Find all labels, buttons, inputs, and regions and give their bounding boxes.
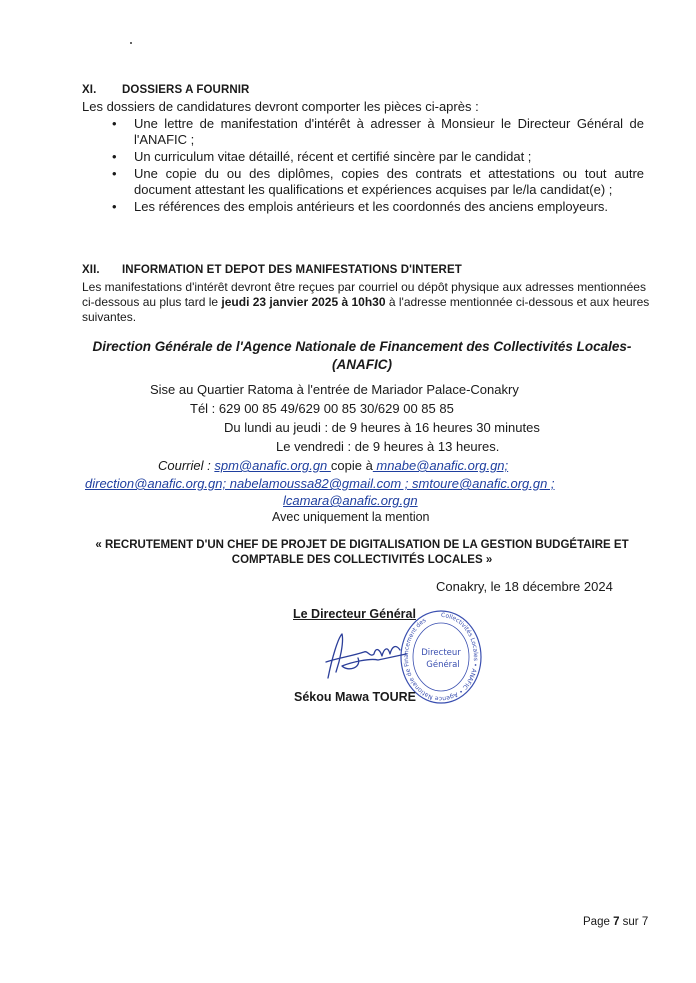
section-12-body	[82, 280, 652, 326]
mention-text: Avec uniquement la mention	[272, 510, 430, 524]
signer-name: Sékou Mawa TOURE	[294, 690, 417, 704]
stamp-center-line-2: Général	[426, 660, 460, 670]
section-12-body-start: Les manifestations d'intérêt devront être reçues par courriel ou dépôt physique aux adresses mentionnées ci-dessous au plus tard le	[82, 280, 646, 310]
deadline: jeudi 23 janvier 2025 à 10h30	[221, 295, 386, 310]
page-mid: sur	[619, 916, 642, 928]
email-link-copy[interactable]: mnabe@anafic.org.gn;	[372, 458, 509, 473]
email-label: Courriel :	[158, 458, 215, 473]
list-item: • Un curriculum vitae détaillé, récent et certifié sincère par le candidat ;	[108, 149, 644, 165]
list-item: • Une lettre de manifestation d'intérêt à adresser à Monsieur le Directeur Général de l'ANAFIC ;	[108, 116, 644, 148]
email-link-main[interactable]: spm@anafic.org.gn	[214, 458, 331, 473]
telephone-line: Tél : 629 00 85 49/629 00 85 30/629 00 85 85	[190, 401, 454, 416]
section-12-number: XII.	[82, 264, 100, 276]
list-item: • Une copie du ou des diplômes, copies des contrats et attestations ou tout autre document attestant les qualifications et expériences acquises par le/la candidat(e) ;	[108, 166, 644, 198]
stamp-center-line-1: Directeur	[421, 648, 461, 658]
page-number	[583, 916, 648, 928]
email-line-3	[283, 493, 418, 508]
section-11-title: DOSSIERS A FOURNIR	[122, 84, 250, 96]
copy-label: copie à	[330, 458, 373, 473]
section-12-body-end: à l'adresse mentionnée ci-dessous et aux heures suivantes.	[82, 295, 650, 325]
page-current: 7	[613, 916, 620, 928]
email-links-group[interactable]: direction@anafic.org.gn; nabelamoussa82@gmail.com ; smtoure@anafic.org.gn ;	[85, 476, 555, 491]
email-line-2	[85, 476, 555, 491]
page-total: 7	[641, 916, 649, 928]
section-12-title: INFORMATION ET DEPOT DES MANIFESTATIONS D'INTERET	[122, 264, 462, 276]
email-line-1	[158, 458, 508, 473]
documents-list	[108, 116, 644, 215]
subject-line: « RECRUTEMENT D'UN CHEF DE PROJET DE DIGITALISATION DE LA GESTION BUDGÉTAIRE ET COMPTABLE DES COLLECTIVITÉS LOCALES »	[95, 539, 629, 566]
organization-title: Direction Générale de l'Agence Nationale de Financement des Collectivités Locales-(ANAFIC)	[92, 339, 632, 372]
address-line: Sise au Quartier Ratoma à l'entrée de Mariador Palace-Conakry	[150, 382, 519, 397]
section-11-number: XI.	[82, 84, 97, 96]
handwritten-signature	[318, 628, 418, 683]
signer-title: Le Directeur Général	[293, 607, 416, 621]
section-11-intro: Les dossiers de candidatures devront comporter les pièces ci-après :	[82, 99, 479, 114]
list-item: • Les références des emplois antérieurs et les coordonnés des anciens employeurs.	[108, 199, 644, 215]
page-prefix: Page	[583, 916, 614, 928]
hours-friday: Le vendredi : de 9 heures à 13 heures.	[276, 439, 500, 454]
section-12-heading	[82, 264, 462, 276]
scan-speck	[130, 42, 132, 44]
email-link-lcamara[interactable]: lcamara@anafic.org.gn	[283, 493, 418, 508]
place-date: Conakry, le 18 décembre 2024	[436, 579, 613, 594]
hours-weekday: Du lundi au jeudi : de 9 heures à 16 heures 30 minutes	[224, 420, 540, 435]
section-11-heading	[82, 84, 249, 96]
stamp-ring-text: Collectivités Locales • ANAFIC • Agence Nationale de Financement des	[402, 611, 479, 703]
